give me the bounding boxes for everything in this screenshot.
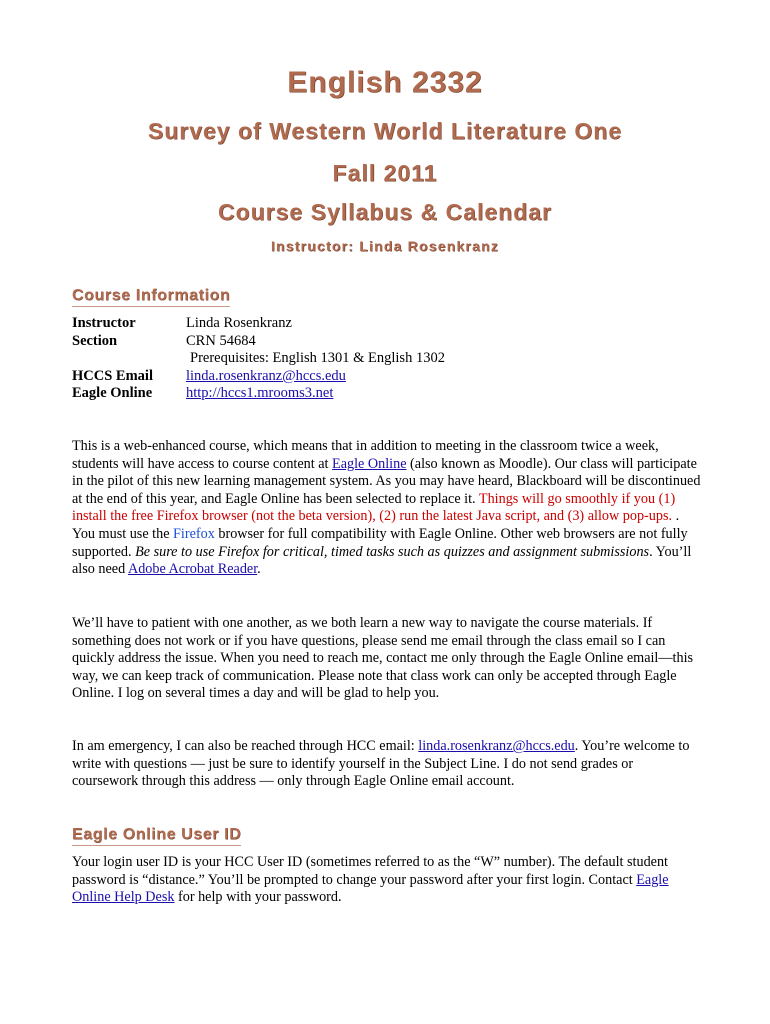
instructor-title: Instructor: Linda Rosenkranz (270, 238, 500, 254)
emergency-paragraph: In am emergency, I can also be reached through HCC email: linda.rosenkranz@hccs.edu. You’re welcome to write with questions — just be sure to identify yourself in the Subject Line. I do not send grades or coursework through this address — only through Eagle Online email account. (72, 738, 690, 790)
eagle-online-link[interactable]: Eagle Online (332, 455, 407, 472)
firefox-instructions: Things will go smoothly if you (1) install the free Firefox browser (not the beta version), (2) run the latest Java script, and (3) allow pop-ups. (72, 490, 676, 525)
help-desk-link[interactable]: Eagle Online Help Desk (72, 871, 669, 906)
patience-paragraph: We’ll have to patient with one another, as we both learn a new way to navigate the course materials. If something does not work or if you have questions, please send me email through the class email so I can quickly address the issue. When you need to reach me, contact me only through the Eagle Online email—this way, we can keep track of communication. Please note that class work can only be accepted through Eagle Online. I log on several times a day and will be glad to help you. (72, 615, 694, 702)
eagle-online-url-link[interactable]: http://hccs1.mrooms3.net (186, 385, 334, 401)
course-information-heading: Course Information (72, 287, 230, 307)
doc-type-title: Course Syllabus & Calendar (217, 199, 553, 225)
instructor-label: Instructor (72, 315, 136, 331)
email-row (72, 368, 445, 386)
instructor-row (72, 315, 445, 333)
user-id-heading: Eagle Online User ID (72, 826, 241, 846)
user-id-paragraph: Your login user ID is your HCC User ID (sometimes referred to as the “W” number). The default student password is “distance.” You’ll be prompted to change your password after your first login. Contact Eagle Online Help Desk for help with your password. (72, 854, 669, 906)
eagle-online-label: Eagle Online (72, 385, 153, 401)
intro-paragraph: This is a web-enhanced course, which means that in addition to meeting in the classroom twice a week, students will have access to course content at Eagle Online (also known as Moodle). Our class will participate in the pilot of this new learning management system. As you may have heard, Blackboard will be discontinued at the end of this year, and Eagle Online has been selected to replace it. Things will go smoothly if you (1) install the free Firefox browser (not the beta version), (2) run the latest Java script, and (3) allow pop-ups. . You must use the Firefox browser for full compatibility with Eagle Online. Other web browsers are not fully supported. Be sure to use Firefox for critical, timed tasks such as quizzes and assignment submissions. You’ll also need Adobe Acrobat Reader. (72, 438, 701, 578)
emergency-email-link[interactable]: linda.rosenkranz@hccs.edu (418, 738, 575, 754)
course-subtitle: Survey of Western World Literature One (147, 118, 623, 144)
term-title: Fall 2011 (332, 160, 438, 186)
prereq-value: Prerequisites: English 1301 & English 1302 (190, 350, 445, 366)
email-link[interactable]: linda.rosenkranz@hccs.edu (186, 367, 346, 384)
course-info-table (72, 315, 445, 403)
firefox-text: Firefox (173, 525, 215, 542)
instructor-value: Linda Rosenkranz (186, 315, 292, 331)
section-value: CRN 54684 (186, 332, 256, 349)
adobe-reader-link[interactable]: Adobe Acrobat Reader (127, 561, 258, 578)
course-title: English 2332 (287, 66, 483, 99)
section-label: Section (72, 332, 118, 349)
eagle-online-row (72, 385, 445, 403)
section-row (72, 333, 445, 351)
email-label: HCCS Email (72, 367, 153, 384)
firefox-warning: Be sure to use Firefox for critical, timed tasks such as quizzes and assignment submissions (135, 543, 650, 560)
prereq-row (72, 350, 445, 368)
